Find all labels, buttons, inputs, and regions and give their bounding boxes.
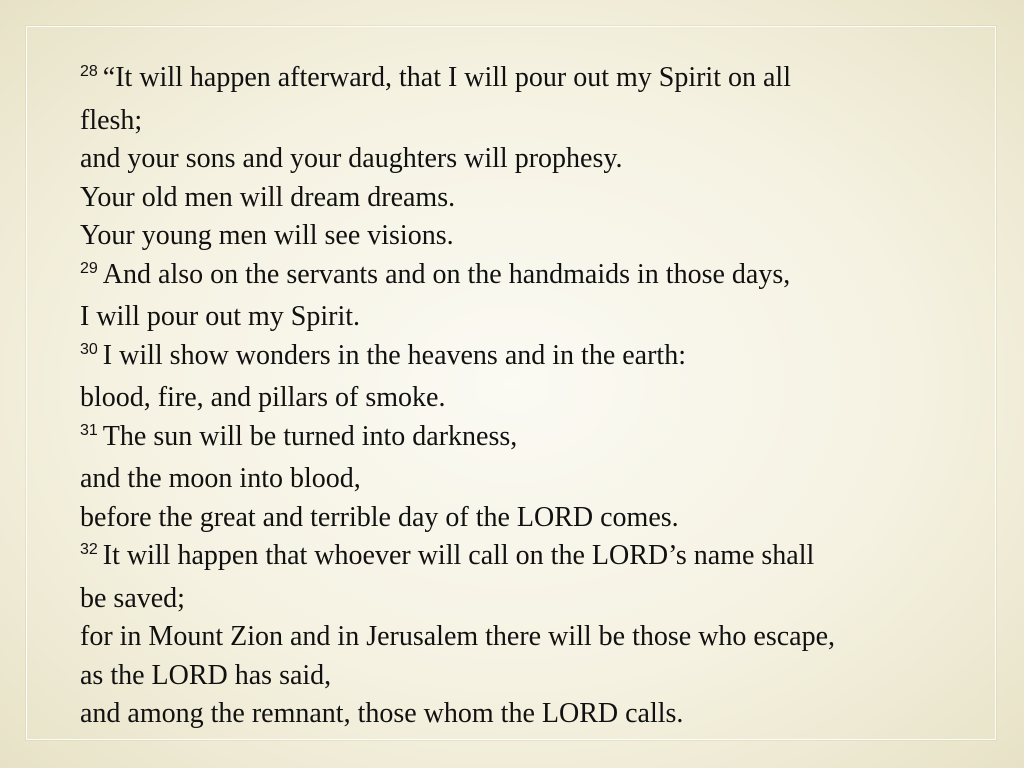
verse-number-28: 28 [80,63,98,80]
verse-number-29: 29 [80,259,98,277]
passage-line-7: I will pour out my Spirit. [80,301,360,332]
verse-text: I will show wonders in the heavens and in the earth: [102,339,686,371]
verse-text: “It will happen afterward, that I will pour out my Spirit on all [102,62,791,93]
verse-text: It will happen that whoever will call on the LORD’s name shall [102,540,815,571]
passage-line-5: Your young men will see visions. [80,220,454,251]
passage-line-14: be saved; [80,582,185,614]
passage-line-12: before the great and terrible day of the LORD comes. [80,501,679,533]
verse-text: The sun will be turned into darkness, [102,420,518,452]
passage-line-1 [80,59,980,102]
passage-line-17: and among the remnant, those whom the LORD calls. [80,698,684,729]
passage-line-9: blood, fire, and pillars of smoke. [80,382,446,413]
passage-line-8 [80,337,980,380]
passage-line-6 [80,256,980,299]
passage-line-13 [80,537,980,580]
passage-line-3: and your sons and your daughters will prophesy. [80,143,623,174]
passage-line-10 [80,418,980,461]
passage-line-2: flesh; [80,104,143,136]
verse-number-30: 30 [80,340,98,358]
passage-line-15: for in Mount Zion and in Jerusalem there will be those who escape, [80,621,836,652]
verse-text: And also on the servants and on the handmaids in those days, [102,258,791,290]
verse-number-31: 31 [80,421,98,439]
scripture-passage [80,59,980,734]
passage-line-16: as the LORD has said, [80,659,332,691]
passage-line-11: and the moon into blood, [80,463,361,494]
passage-line-4: Your old men will dream dreams. [80,181,456,213]
verse-number-32: 32 [80,541,98,558]
